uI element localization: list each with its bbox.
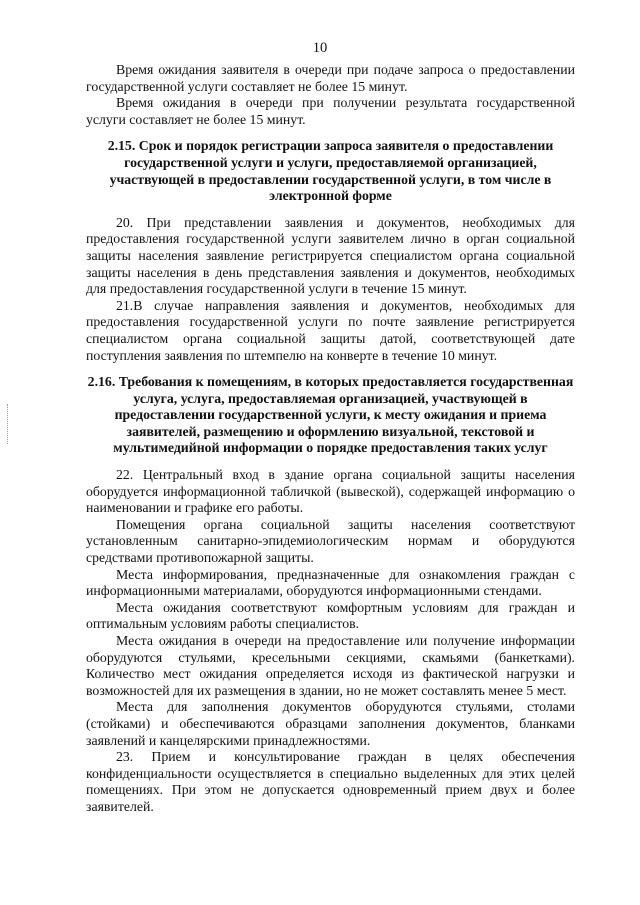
- paragraph-waiting-time-result: Время ожидания в очереди при получении результата государственной услуги составляет не более 15 минут.: [86, 95, 575, 127]
- paragraph-document-filling-places: Места для заполнения документов оборудуются стульями, столами (стойками) и обеспечиваются образцами заполнения документов, бланками заявлений и канцелярскими принадлежностями.: [86, 699, 575, 748]
- document-body: [86, 62, 575, 816]
- paragraph-queue-places: Места ожидания в очереди на предоставление или получение информации оборудуются стульями, кресельными секциями, скамьями (банкетками). Количество мест ожидания определяется исходя из фактической нагрузки и возможностей для их размещения в здании, но не может составлять менее 5 мест.: [86, 633, 575, 698]
- section-heading-2-16: 2.16. Требования к помещениям, в которых предоставляется государственная услуга, услуга, предоставляемая организацией, участвующей в предоставлении государственной услуги, к месту ожидания и приема заявителей, размещению и оформлению визуальной, текстовой и мультимедийной информации о порядке предоставления таких услуг: [87, 374, 574, 456]
- paragraph-premises: Помещения органа социальной защиты населения соответствуют установленным санитарно-эпидемиологическим нормам и оборудуются средствами противопожарной защиты.: [86, 516, 575, 566]
- page-number: 10: [312, 40, 328, 56]
- paragraph-20: 20. При представлении заявления и документов, необходимых для предоставления государственной услуги заявителем лично в орган социальной защиты населения заявление регистрируется специалистом органа социальной защиты населения в день представления заявления и документов, необходимых для предоставления государственной услуги в течение 15 минут.: [86, 214, 575, 297]
- paragraph-info-places: Места информирования, предназначенные для ознакомления граждан с информационными материалами, оборудуются информационными стендами.: [86, 566, 575, 599]
- paragraph-21: 21.В случае направления заявления и документов, необходимых для предоставления государственной услуги по почте заявление регистрируется специалистом органа социальной защиты датой, соответствующей дате поступления заявления по штемпелю на конверте в течение 10 минут.: [86, 297, 575, 363]
- paragraph-23: 23. Прием и консультирование граждан в целях обеспечения конфиденциальности осуществляется в специально выделенных для этих целей помещениях. При этом не допускается одновременный прием двух и более заявителей.: [86, 749, 575, 814]
- paragraph-waiting-places: Места ожидания соответствуют комфортным условиям для граждан и оптимальным условиям работы специалистов.: [86, 599, 575, 632]
- paragraph-waiting-time-request: Время ожидания заявителя в очереди при подаче запроса о предоставлении государственной услуги составляет не более 15 минут.: [86, 62, 575, 94]
- paragraph-22: 22. Центральный вход в здание органа социальной защиты населения оборудуется информационной табличкой (вывеской), содержащей информацию о наименовании и графике его работы.: [86, 467, 575, 516]
- margin-scan-mark: [7, 404, 9, 444]
- section-heading-2-15: 2.15. Срок и порядок регистрации запроса заявителя о предоставлении государственной услуги и услуги, предоставляемой организацией, участвующей в предоставлении государственной услуги, в том числе в электронной форме: [107, 138, 554, 204]
